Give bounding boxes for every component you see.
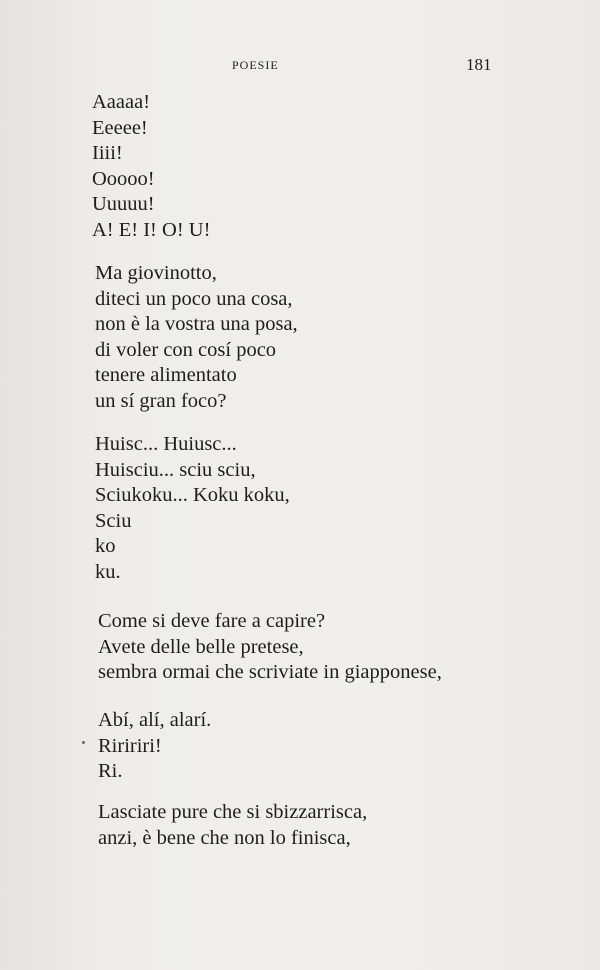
margin-mark	[82, 741, 85, 744]
stanza-vowels	[92, 90, 210, 244]
verse-line: A! E! I! O! U!	[92, 218, 211, 241]
verse-line: Huisciu... sciu sciu,	[95, 458, 256, 481]
verse-line: Lasciate pure che si sbizzarrisca,	[98, 801, 368, 823]
verse-line: Ma giovinotto,	[95, 262, 217, 284]
verse-line: non è la vostra una posa,	[95, 313, 298, 336]
verse-line: ku.	[95, 560, 121, 583]
page-number: 181	[466, 55, 492, 74]
stanza-huisc	[95, 432, 290, 586]
stanza-capire	[98, 609, 442, 686]
verse-line: Uuuuu!	[92, 193, 155, 216]
verse-line: diteci un poco una cosa,	[95, 287, 293, 310]
verse-line: di voler con cosí poco	[95, 338, 277, 361]
stanza-sbizzarrisca	[98, 800, 367, 851]
verse-line: Abí, alí, alarí.	[98, 709, 212, 731]
verse-line: tenere alimentato	[95, 364, 237, 387]
verse-line: ko	[95, 535, 116, 558]
verse-line: anzi, è bene che non lo finisca,	[98, 826, 351, 849]
verse-line: Eeeee!	[92, 116, 148, 139]
verse-line: sembra ormai che scriviate in giapponese,	[98, 661, 442, 684]
verse-line: Avete delle belle pretese,	[98, 635, 304, 658]
running-head: POESIE	[232, 58, 279, 72]
verse-line: Sciu	[95, 509, 132, 532]
verse-line: un sí gran foco?	[95, 389, 227, 412]
verse-line: Riririri!	[98, 734, 162, 757]
verse-line: Ri.	[98, 760, 123, 783]
verse-line: Huisc... Huiusc...	[95, 433, 237, 455]
verse-line: Sciukoku... Koku koku,	[95, 484, 290, 507]
verse-line: Aaaaa!	[92, 91, 151, 113]
stanza-abi	[98, 708, 211, 785]
verse-line: Iiii!	[92, 142, 123, 165]
verse-line: Ooooo!	[92, 167, 155, 190]
stanza-giovinotto	[95, 261, 298, 415]
verse-line: Come si deve fare a capire?	[98, 610, 326, 632]
